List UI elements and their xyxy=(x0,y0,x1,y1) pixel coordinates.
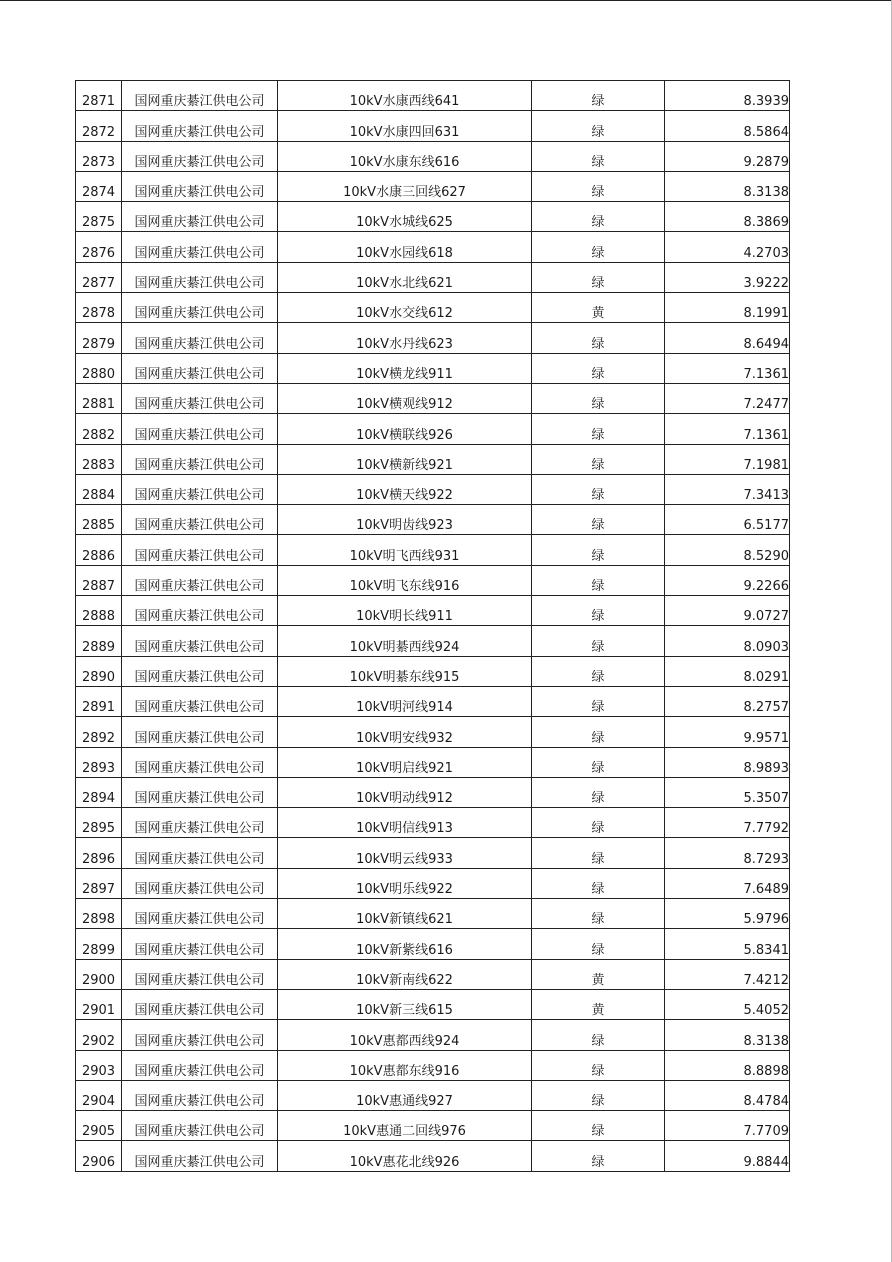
value-cell: 5.4052 xyxy=(665,989,790,1019)
grade-cell: 绿 xyxy=(532,838,665,868)
line-name-cell: 10kV明启线921 xyxy=(278,747,532,777)
line-name-cell: 10kV明綦西线924 xyxy=(278,626,532,656)
line-name-cell: 10kV新镇线621 xyxy=(278,899,532,929)
line-name-cell: 10kV明飞西线931 xyxy=(278,535,532,565)
value-cell: 5.9796 xyxy=(665,899,790,929)
company-cell: 国网重庆綦江供电公司 xyxy=(122,141,278,171)
row-index-cell: 2884 xyxy=(76,474,122,504)
grade-cell: 绿 xyxy=(532,596,665,626)
row-index-cell: 2881 xyxy=(76,383,122,413)
company-cell: 国网重庆綦江供电公司 xyxy=(122,414,278,444)
grade-cell: 绿 xyxy=(532,1141,665,1171)
value-cell: 7.6489 xyxy=(665,868,790,898)
line-name-cell: 10kV新紫线616 xyxy=(278,929,532,959)
line-name-cell: 10kV横新线921 xyxy=(278,444,532,474)
company-cell: 国网重庆綦江供电公司 xyxy=(122,293,278,323)
row-index-cell: 2896 xyxy=(76,838,122,868)
company-cell: 国网重庆綦江供电公司 xyxy=(122,565,278,595)
company-cell: 国网重庆綦江供电公司 xyxy=(122,656,278,686)
grade-cell: 绿 xyxy=(532,1050,665,1080)
grade-cell: 绿 xyxy=(532,474,665,504)
value-cell: 7.2477 xyxy=(665,383,790,413)
table-body xyxy=(76,81,790,1172)
value-cell: 8.3939 xyxy=(665,81,790,111)
line-name-cell: 10kV水北线621 xyxy=(278,262,532,292)
row-index-cell: 2905 xyxy=(76,1111,122,1141)
grade-cell: 绿 xyxy=(532,808,665,838)
table-row xyxy=(76,232,790,262)
value-cell: 8.5864 xyxy=(665,111,790,141)
grade-cell: 绿 xyxy=(532,202,665,232)
company-cell: 国网重庆綦江供电公司 xyxy=(122,81,278,111)
grade-cell: 黄 xyxy=(532,293,665,323)
line-name-cell: 10kV横联线926 xyxy=(278,414,532,444)
grade-cell: 绿 xyxy=(532,1020,665,1050)
line-name-cell: 10kV水康四回631 xyxy=(278,111,532,141)
table-row xyxy=(76,656,790,686)
value-cell: 8.3138 xyxy=(665,171,790,201)
grade-cell: 绿 xyxy=(532,383,665,413)
company-cell: 国网重庆綦江供电公司 xyxy=(122,535,278,565)
company-cell: 国网重庆綦江供电公司 xyxy=(122,1050,278,1080)
company-cell: 国网重庆綦江供电公司 xyxy=(122,838,278,868)
table-row xyxy=(76,293,790,323)
row-index-cell: 2885 xyxy=(76,505,122,535)
grade-cell: 绿 xyxy=(532,141,665,171)
value-cell: 4.2703 xyxy=(665,232,790,262)
line-name-cell: 10kV惠都西线924 xyxy=(278,1020,532,1050)
grade-cell: 绿 xyxy=(532,777,665,807)
company-cell: 国网重庆綦江供电公司 xyxy=(122,717,278,747)
line-name-cell: 10kV水交线612 xyxy=(278,293,532,323)
row-index-cell: 2893 xyxy=(76,747,122,777)
table-row xyxy=(76,383,790,413)
company-cell: 国网重庆綦江供电公司 xyxy=(122,989,278,1019)
value-cell: 8.7293 xyxy=(665,838,790,868)
row-index-cell: 2877 xyxy=(76,262,122,292)
line-name-cell: 10kV明安线932 xyxy=(278,717,532,747)
table-row xyxy=(76,777,790,807)
feeder-table xyxy=(75,80,790,1172)
line-name-cell: 10kV明飞东线916 xyxy=(278,565,532,595)
company-cell: 国网重庆綦江供电公司 xyxy=(122,111,278,141)
company-cell: 国网重庆綦江供电公司 xyxy=(122,899,278,929)
row-index-cell: 2887 xyxy=(76,565,122,595)
value-cell: 8.8898 xyxy=(665,1050,790,1080)
value-cell: 7.4212 xyxy=(665,959,790,989)
row-index-cell: 2892 xyxy=(76,717,122,747)
table-row xyxy=(76,717,790,747)
line-name-cell: 10kV明綦东线915 xyxy=(278,656,532,686)
table-row xyxy=(76,899,790,929)
line-name-cell: 10kV水康东线616 xyxy=(278,141,532,171)
value-cell: 8.0903 xyxy=(665,626,790,656)
value-cell: 9.0727 xyxy=(665,596,790,626)
table-row xyxy=(76,535,790,565)
company-cell: 国网重庆綦江供电公司 xyxy=(122,868,278,898)
row-index-cell: 2900 xyxy=(76,959,122,989)
company-cell: 国网重庆綦江供电公司 xyxy=(122,444,278,474)
line-name-cell: 10kV横龙线911 xyxy=(278,353,532,383)
table-row xyxy=(76,262,790,292)
row-index-cell: 2880 xyxy=(76,353,122,383)
row-index-cell: 2890 xyxy=(76,656,122,686)
line-name-cell: 10kV明云线933 xyxy=(278,838,532,868)
row-index-cell: 2895 xyxy=(76,808,122,838)
line-name-cell: 10kV水康西线641 xyxy=(278,81,532,111)
company-cell: 国网重庆綦江供电公司 xyxy=(122,777,278,807)
company-cell: 国网重庆綦江供电公司 xyxy=(122,383,278,413)
value-cell: 8.2757 xyxy=(665,686,790,716)
line-name-cell: 10kV水丹线623 xyxy=(278,323,532,353)
row-index-cell: 2878 xyxy=(76,293,122,323)
row-index-cell: 2889 xyxy=(76,626,122,656)
line-name-cell: 10kV惠通二回线976 xyxy=(278,1111,532,1141)
row-index-cell: 2906 xyxy=(76,1141,122,1171)
table-row xyxy=(76,81,790,111)
grade-cell: 绿 xyxy=(532,414,665,444)
value-cell: 7.7792 xyxy=(665,808,790,838)
company-cell: 国网重庆綦江供电公司 xyxy=(122,202,278,232)
value-cell: 7.3413 xyxy=(665,474,790,504)
table-row xyxy=(76,323,790,353)
company-cell: 国网重庆綦江供电公司 xyxy=(122,505,278,535)
line-name-cell: 10kV明长线911 xyxy=(278,596,532,626)
page-top-rule xyxy=(0,0,892,1)
line-name-cell: 10kV惠通线927 xyxy=(278,1080,532,1110)
table-row xyxy=(76,1141,790,1171)
company-cell: 国网重庆綦江供电公司 xyxy=(122,686,278,716)
company-cell: 国网重庆綦江供电公司 xyxy=(122,353,278,383)
row-index-cell: 2874 xyxy=(76,171,122,201)
company-cell: 国网重庆綦江供电公司 xyxy=(122,262,278,292)
grade-cell: 绿 xyxy=(532,717,665,747)
grade-cell: 绿 xyxy=(532,81,665,111)
line-name-cell: 10kV明乐线922 xyxy=(278,868,532,898)
grade-cell: 绿 xyxy=(532,171,665,201)
row-index-cell: 2901 xyxy=(76,989,122,1019)
line-name-cell: 10kV惠花北线926 xyxy=(278,1141,532,1171)
value-cell: 7.1981 xyxy=(665,444,790,474)
row-index-cell: 2891 xyxy=(76,686,122,716)
grade-cell: 绿 xyxy=(532,929,665,959)
row-index-cell: 2898 xyxy=(76,899,122,929)
grade-cell: 绿 xyxy=(532,444,665,474)
table-row xyxy=(76,111,790,141)
line-name-cell: 10kV横观线912 xyxy=(278,383,532,413)
grade-cell: 绿 xyxy=(532,505,665,535)
table-row xyxy=(76,596,790,626)
table-row xyxy=(76,686,790,716)
table-row xyxy=(76,474,790,504)
row-index-cell: 2872 xyxy=(76,111,122,141)
company-cell: 国网重庆綦江供电公司 xyxy=(122,959,278,989)
value-cell: 8.6494 xyxy=(665,323,790,353)
table-row xyxy=(76,565,790,595)
line-name-cell: 10kV明信线913 xyxy=(278,808,532,838)
value-cell: 9.2266 xyxy=(665,565,790,595)
grade-cell: 绿 xyxy=(532,262,665,292)
row-index-cell: 2882 xyxy=(76,414,122,444)
value-cell: 8.0291 xyxy=(665,656,790,686)
line-name-cell: 10kV水城线625 xyxy=(278,202,532,232)
row-index-cell: 2876 xyxy=(76,232,122,262)
grade-cell: 绿 xyxy=(532,353,665,383)
table-row xyxy=(76,353,790,383)
company-cell: 国网重庆綦江供电公司 xyxy=(122,474,278,504)
table-row xyxy=(76,959,790,989)
company-cell: 国网重庆綦江供电公司 xyxy=(122,1111,278,1141)
table-row xyxy=(76,1050,790,1080)
grade-cell: 黄 xyxy=(532,989,665,1019)
value-cell: 5.8341 xyxy=(665,929,790,959)
table-row xyxy=(76,1080,790,1110)
company-cell: 国网重庆綦江供电公司 xyxy=(122,808,278,838)
table-row xyxy=(76,929,790,959)
row-index-cell: 2904 xyxy=(76,1080,122,1110)
company-cell: 国网重庆綦江供电公司 xyxy=(122,747,278,777)
line-name-cell: 10kV新三线615 xyxy=(278,989,532,1019)
company-cell: 国网重庆綦江供电公司 xyxy=(122,1020,278,1050)
value-cell: 9.9571 xyxy=(665,717,790,747)
value-cell: 6.5177 xyxy=(665,505,790,535)
table-row xyxy=(76,414,790,444)
grade-cell: 绿 xyxy=(532,1080,665,1110)
company-cell: 国网重庆綦江供电公司 xyxy=(122,171,278,201)
value-cell: 5.3507 xyxy=(665,777,790,807)
table-row xyxy=(76,626,790,656)
company-cell: 国网重庆綦江供电公司 xyxy=(122,626,278,656)
table-row xyxy=(76,868,790,898)
line-name-cell: 10kV惠都东线916 xyxy=(278,1050,532,1080)
row-index-cell: 2886 xyxy=(76,535,122,565)
value-cell: 3.9222 xyxy=(665,262,790,292)
row-index-cell: 2899 xyxy=(76,929,122,959)
company-cell: 国网重庆綦江供电公司 xyxy=(122,1080,278,1110)
table-row xyxy=(76,989,790,1019)
value-cell: 8.3138 xyxy=(665,1020,790,1050)
row-index-cell: 2879 xyxy=(76,323,122,353)
grade-cell: 绿 xyxy=(532,686,665,716)
grade-cell: 绿 xyxy=(532,232,665,262)
line-name-cell: 10kV明齿线923 xyxy=(278,505,532,535)
table-row xyxy=(76,171,790,201)
value-cell: 7.1361 xyxy=(665,353,790,383)
company-cell: 国网重庆綦江供电公司 xyxy=(122,232,278,262)
grade-cell: 绿 xyxy=(532,747,665,777)
line-name-cell: 10kV明河线914 xyxy=(278,686,532,716)
row-index-cell: 2897 xyxy=(76,868,122,898)
grade-cell: 绿 xyxy=(532,656,665,686)
line-name-cell: 10kV新南线622 xyxy=(278,959,532,989)
value-cell: 8.1991 xyxy=(665,293,790,323)
table-row xyxy=(76,1020,790,1050)
line-name-cell: 10kV水康三回线627 xyxy=(278,171,532,201)
grade-cell: 绿 xyxy=(532,323,665,353)
value-cell: 8.9893 xyxy=(665,747,790,777)
company-cell: 国网重庆綦江供电公司 xyxy=(122,323,278,353)
row-index-cell: 2902 xyxy=(76,1020,122,1050)
value-cell: 8.4784 xyxy=(665,1080,790,1110)
grade-cell: 绿 xyxy=(532,1111,665,1141)
grade-cell: 绿 xyxy=(532,535,665,565)
row-index-cell: 2888 xyxy=(76,596,122,626)
company-cell: 国网重庆綦江供电公司 xyxy=(122,596,278,626)
line-name-cell: 10kV明动线912 xyxy=(278,777,532,807)
grade-cell: 绿 xyxy=(532,111,665,141)
company-cell: 国网重庆綦江供电公司 xyxy=(122,1141,278,1171)
table-row xyxy=(76,505,790,535)
row-index-cell: 2903 xyxy=(76,1050,122,1080)
company-cell: 国网重庆綦江供电公司 xyxy=(122,929,278,959)
value-cell: 9.2879 xyxy=(665,141,790,171)
table-row xyxy=(76,1111,790,1141)
row-index-cell: 2873 xyxy=(76,141,122,171)
row-index-cell: 2871 xyxy=(76,81,122,111)
grade-cell: 绿 xyxy=(532,565,665,595)
grade-cell: 黄 xyxy=(532,959,665,989)
value-cell: 7.1361 xyxy=(665,414,790,444)
table-row xyxy=(76,202,790,232)
table-row xyxy=(76,838,790,868)
value-cell: 8.3869 xyxy=(665,202,790,232)
grade-cell: 绿 xyxy=(532,626,665,656)
table-row xyxy=(76,444,790,474)
line-name-cell: 10kV横天线922 xyxy=(278,474,532,504)
value-cell: 9.8844 xyxy=(665,1141,790,1171)
row-index-cell: 2883 xyxy=(76,444,122,474)
table-row xyxy=(76,808,790,838)
value-cell: 7.7709 xyxy=(665,1111,790,1141)
table-row xyxy=(76,747,790,777)
row-index-cell: 2875 xyxy=(76,202,122,232)
table-row xyxy=(76,141,790,171)
grade-cell: 绿 xyxy=(532,899,665,929)
value-cell: 8.5290 xyxy=(665,535,790,565)
row-index-cell: 2894 xyxy=(76,777,122,807)
line-name-cell: 10kV水园线618 xyxy=(278,232,532,262)
grade-cell: 绿 xyxy=(532,868,665,898)
